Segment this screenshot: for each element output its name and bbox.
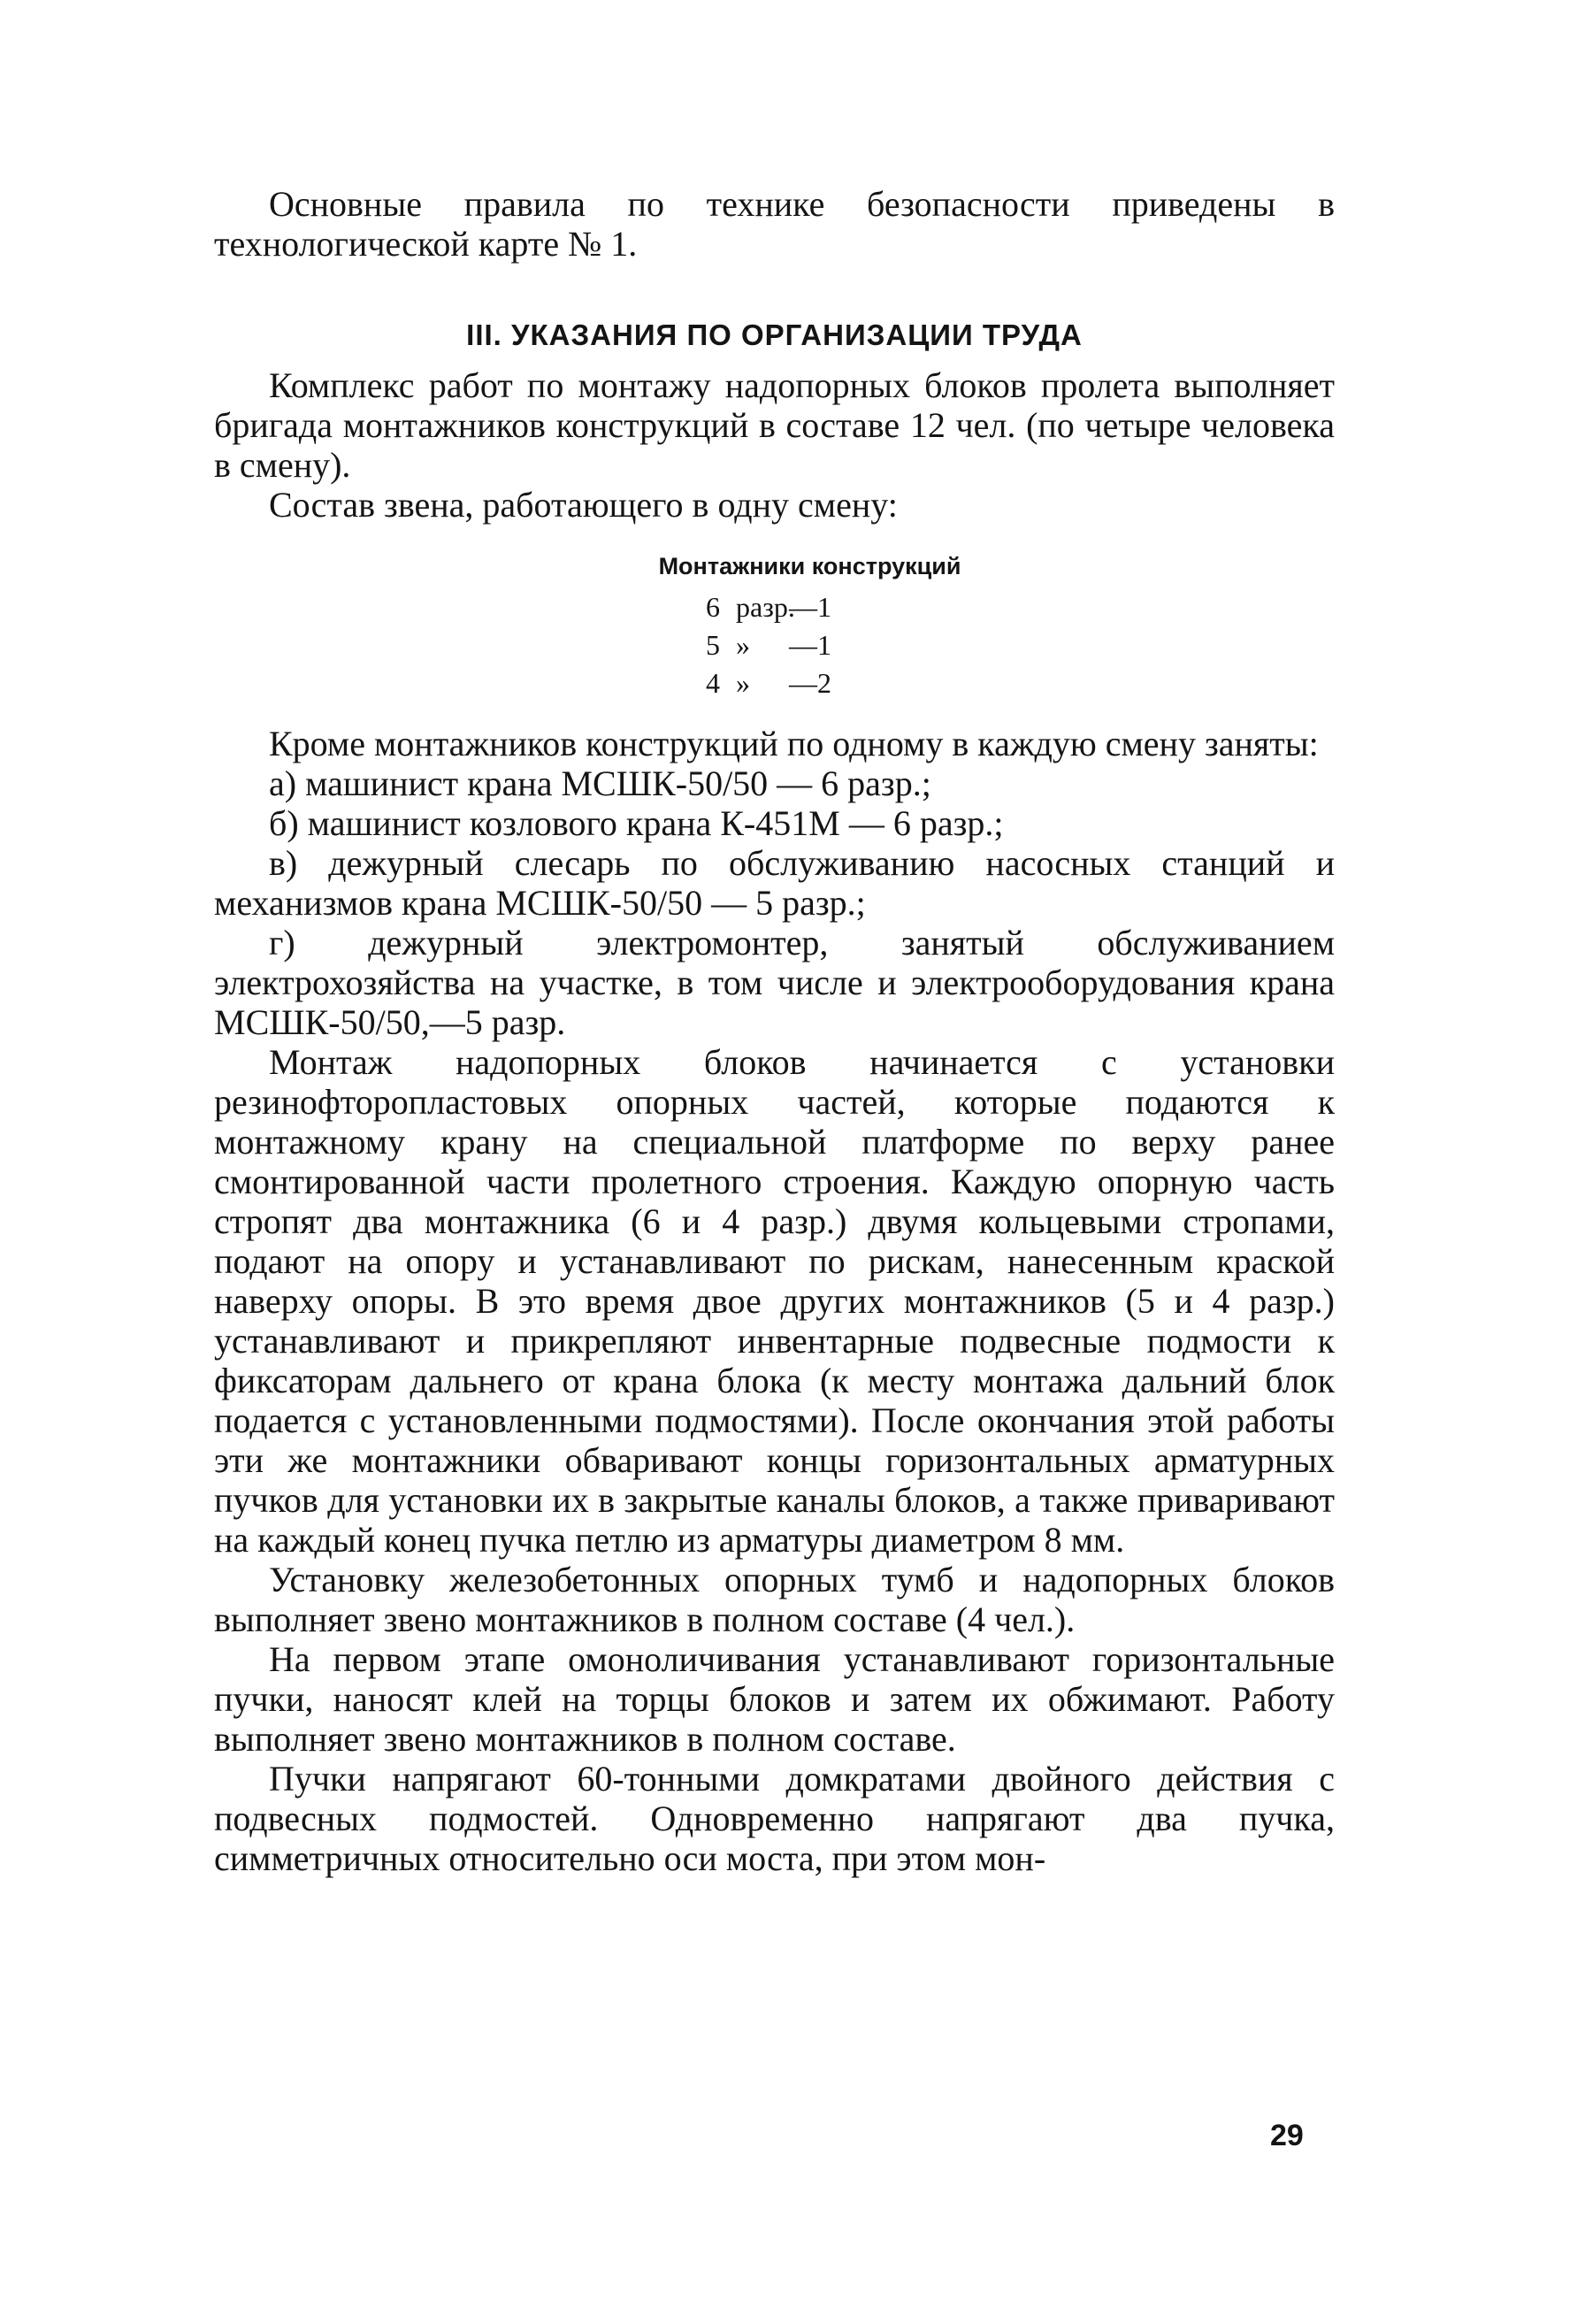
crew-row bbox=[706, 664, 1335, 702]
crew-row bbox=[706, 626, 1335, 664]
crew-grade: 6 bbox=[706, 591, 720, 623]
intro-paragraph: Основные правила по технике безопасности приведены в технологической карте № 1. bbox=[214, 184, 1335, 264]
list-item-a: а) машинист крана МСШК-50/50 — 6 разр.; bbox=[269, 763, 931, 803]
page-number: 29 bbox=[1270, 2119, 1304, 2152]
crew-unit: » bbox=[736, 667, 750, 699]
list-item-b: б) машинист козлового крана К-451М — 6 разр.; bbox=[269, 803, 1004, 843]
text-column bbox=[214, 184, 1335, 1878]
crew-grade: 4 bbox=[706, 667, 720, 699]
crew-composition bbox=[214, 548, 1335, 702]
crew-row bbox=[706, 588, 1335, 626]
section-heading: III. УКАЗАНИЯ ПО ОРГАНИЗАЦИИ ТРУДА bbox=[466, 318, 1083, 351]
paragraph-first-stage: На первом этапе омоноличивания устанавливают горизонтальные пучки, наносят клей на торцы блоков и затем их обжимают. Работу выполняет звено монтажников в полном составе. bbox=[214, 1639, 1335, 1759]
crew-count: —1 bbox=[789, 591, 831, 623]
crew-rows bbox=[706, 588, 1335, 702]
crew-grade: 5 bbox=[706, 629, 720, 661]
crew-unit: » bbox=[736, 629, 750, 661]
paragraph-installation: Монтаж надопорных блоков начинается с установки резинофторопластовых опорных частей, которые подаются к монтажному крану на специальной платформе по верху ранее смонтированной части пролетного строения. Каждую опорную часть стропят два монтажника (6 и 4 разр.) двумя кольцевыми стропами, подают на опору и устанавливают по рискам, нанесенным краской наверху опоры. В это время двое других монтажников (5 и 4 разр.) устанавливают и прикрепляют инвентарные подвесные подмости к фиксаторам дальнего от крана блока (к месту монтажа дальний блок подается с установленными подмостями). После окончания этой работы эти же монтажники обваривают концы горизонтальных арматурных пучков для установки их в закрытые каналы блоков, а также приваривают на каждый конец пучка петлю из арматуры диаметром 8 мм. bbox=[214, 1042, 1335, 1560]
paragraph-crew-intro: Состав звена, работающего в одну смену: bbox=[269, 485, 898, 525]
crew-unit: разр. bbox=[736, 591, 795, 623]
paragraph-brigade: Комплекс работ по монтажу надопорных блоков пролета выполняет бригада монтажников конструкций в составе 12 чел. (по четыре человека в смену). bbox=[214, 365, 1335, 485]
paragraph-supports: Установку железобетонных опорных тумб и надопорных блоков выполняет звено монтажников в полном составе (4 чел.). bbox=[214, 1560, 1335, 1639]
list-item-c: в) дежурный слесарь по обслуживанию насосных станций и механизмов крана МСШК-50/50 — 5 разр.; bbox=[214, 843, 1335, 923]
crew-count: —2 bbox=[789, 667, 831, 699]
paragraph-tensioning: Пучки напрягают 60-тонными домкратами двойного действия с подвесных подмостей. Одновременно напрягают два пучка, симметричных относительно оси моста, при этом мон- bbox=[214, 1759, 1335, 1878]
paragraph-other-workers: Кроме монтажников конструкций по одному в каждую смену заняты: bbox=[269, 724, 1319, 763]
crew-title: Монтажники конструкций bbox=[658, 553, 961, 579]
list-item-d: г) дежурный электромонтер, занятый обслуживанием электрохозяйства на участке, в том числе и электрооборудования крана МСШК-50/50,—5 разр. bbox=[214, 923, 1335, 1042]
crew-count: —1 bbox=[789, 629, 831, 661]
